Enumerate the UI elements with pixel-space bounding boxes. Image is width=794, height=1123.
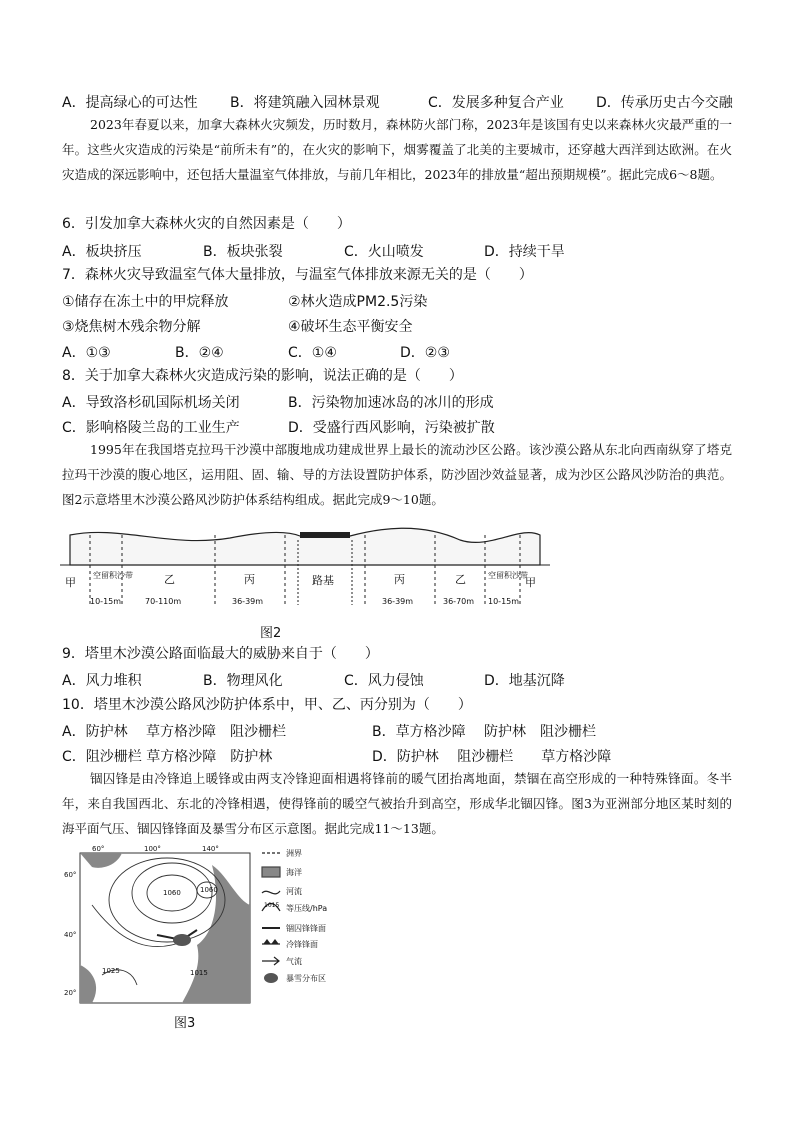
fig2-label-left-yi: 乙 bbox=[164, 573, 175, 586]
fig3-lat-60: 60° bbox=[64, 871, 77, 879]
fig2-label-left-bing: 丙 bbox=[244, 573, 255, 586]
legend-isobar: 等压线/hPa bbox=[286, 904, 328, 913]
passage-forest-fire: 2023年春夏以来，加拿大森林火灾频发，历时数月，森林防火部门称，2023年是该国有史以来森林火灾最严重的一年。这些火灾造成的污染是“前所未有”的，在火灾的影响下，烟雾覆盖了北美的主要城市，还穿越大西洋到达欧洲。在火灾造成的深远影响中，还包括大量温室气体排放，与前几年相比，2023年的排放量“超出预期规模”。据此完成6～8题。 bbox=[62, 117, 732, 182]
fig3-isobar-1060-b: 1060 bbox=[200, 886, 218, 894]
fig2-label-road: 路基 bbox=[312, 574, 334, 587]
q5-option-a: A．提高绿心的可达性 bbox=[62, 95, 198, 111]
q6-option-b: B．板块张裂 bbox=[203, 244, 283, 260]
q6-option-a: A．板块挤压 bbox=[62, 244, 142, 260]
q9-option-a: A．风力堆积 bbox=[62, 673, 142, 689]
q10-option-c: C．阻沙栅栏 草方格沙障 防护林 bbox=[62, 749, 273, 765]
fig3-lon-60: 60° bbox=[92, 845, 105, 853]
fig2-label-right-yi: 乙 bbox=[455, 573, 466, 586]
fig2-label-right-buffer: 空留积沙带 bbox=[488, 571, 528, 580]
q5-option-b: B．将建筑融入园林景观 bbox=[230, 95, 380, 111]
legend-airflow: 气流 bbox=[286, 957, 302, 966]
fig2-label-left-buffer: 空留积沙带 bbox=[93, 571, 133, 580]
fig2-width-left-bing: 36-39m bbox=[232, 597, 264, 606]
q10-option-a: A．防护林 草方格沙障 阻沙栅栏 bbox=[62, 724, 287, 740]
fig2-width-left-buffer: 10-15m bbox=[90, 597, 122, 606]
q7-option-d: D．②③ bbox=[400, 345, 450, 361]
q5-option-c: C．发展多种复合产业 bbox=[428, 95, 564, 111]
fig2-caption: 图2 bbox=[260, 626, 282, 641]
legend-cold-front: 冷锋锋面 bbox=[286, 940, 318, 949]
q9-option-d: D．地基沉降 bbox=[484, 673, 565, 689]
q5-option-d: D．传承历史古今交融 bbox=[596, 95, 733, 111]
q10-option-b: B．草方格沙障 防护林 阻沙栅栏 bbox=[372, 724, 597, 740]
fig2-label-left-jia: 甲 bbox=[65, 576, 76, 589]
q10-stem: 10．塔里木沙漠公路风沙防护体系中，甲、乙、丙分别为（ ） bbox=[62, 697, 472, 713]
q8-option-c: C．影响格陵兰岛的工业生产 bbox=[62, 420, 240, 436]
q8-stem: 8．关于加拿大森林火灾造成污染的影响，说法正确的是（ ） bbox=[62, 368, 463, 384]
figure-3-asia-map bbox=[62, 845, 252, 1005]
passage-desert-road: 1995年在我国塔克拉玛干沙漠中部腹地成功建成世界上最长的流动沙区公路。该沙漠公路从东北向西南纵穿了塔克拉玛干沙漠的腹心地区，运用阻、固、输、导的方法设置防护体系，防沙固沙效益显著，成为沙区公路风沙防治的典范。图2示意塔里木沙漠公路风沙防护体系结构组成。据此完成9～10题。 bbox=[62, 442, 732, 507]
q8-option-b: B．污染物加速冰岛的冰川的形成 bbox=[288, 395, 494, 411]
q6-option-c: C．火山喷发 bbox=[344, 244, 424, 260]
legend-boundary: 洲界 bbox=[286, 849, 302, 858]
legend-river: 河流 bbox=[286, 887, 302, 896]
q9-option-c: C．风力侵蚀 bbox=[344, 673, 424, 689]
fig3-lon-140: 140° bbox=[202, 845, 219, 853]
q10-option-d: D．防护林 阻沙栅栏 草方格沙障 bbox=[372, 749, 612, 765]
q7-item-2: ②林火造成PM2.5污染 bbox=[288, 294, 428, 310]
q6-option-d: D．持续干旱 bbox=[484, 244, 565, 260]
passage-occluded-front: 锢囚锋是由冷锋追上暖锋或由两支冷锋迎面相遇将锋前的暖气团抬离地面，禁锢在高空形成的一种特殊锋面。冬半年，来自我国西北、东北的冷锋相遇，使得锋前的暖空气被抬升到高空，形成华北锢囚锋。图3为亚洲部分地区某时刻的海平面气压、锢囚锋锋面及暴雪分布区示意图。据此完成11～13题。 bbox=[62, 771, 732, 836]
q7-option-a: A．①③ bbox=[62, 345, 111, 361]
q9-stem: 9．塔里木沙漠公路面临最大的威胁来自于（ ） bbox=[62, 646, 379, 662]
legend-ocean: 海洋 bbox=[286, 868, 302, 877]
q7-option-c: C．①④ bbox=[288, 345, 337, 361]
q6-stem: 6．引发加拿大森林火灾的自然因素是（ ） bbox=[62, 216, 351, 232]
fig2-label-right-bing: 丙 bbox=[394, 573, 405, 586]
q7-option-b: B．②④ bbox=[175, 345, 224, 361]
figure-2-sand-protection bbox=[60, 520, 550, 620]
q7-item-4: ④破坏生态平衡安全 bbox=[288, 319, 413, 335]
q7-item-1: ①储存在冻土中的甲烷释放 bbox=[62, 294, 229, 310]
fig2-width-right-yi: 36-70m bbox=[443, 597, 475, 606]
fig2-width-right-buffer: 10-15m bbox=[488, 597, 520, 606]
fig2-label-right-jia: 甲 bbox=[525, 576, 536, 589]
q8-option-a: A．导致洛杉矶国际机场关闭 bbox=[62, 395, 240, 411]
q7-stem: 7．森林火灾导致温室气体大量排放，与温室气体排放来源无关的是（ ） bbox=[62, 267, 533, 283]
fig3-isobar-1025: 1025 bbox=[102, 967, 120, 975]
q8-option-d: D．受盛行西风影响，污染被扩散 bbox=[288, 420, 495, 436]
q7-item-3: ③烧焦树木残余物分解 bbox=[62, 319, 201, 335]
fig3-isobar-1015: 1015 bbox=[190, 969, 208, 977]
fig2-width-right-bing: 36-39m bbox=[382, 597, 414, 606]
fig3-lat-20: 20° bbox=[64, 989, 77, 997]
legend-blizzard-area: 暴雪分布区 bbox=[286, 974, 326, 983]
fig3-lon-100: 100° bbox=[144, 845, 161, 853]
fig3-legend-sample: 1015 bbox=[264, 902, 280, 909]
fig3-caption: 图3 bbox=[174, 1016, 196, 1031]
fig2-width-left-yi: 70-110m bbox=[145, 597, 182, 606]
fig3-lat-40: 40° bbox=[64, 931, 77, 939]
figure-3-legend bbox=[260, 845, 370, 1000]
legend-occluded-front: 锢囚锋锋面 bbox=[286, 924, 326, 933]
q9-option-b: B．物理风化 bbox=[203, 673, 283, 689]
fig3-isobar-1060-a: 1060 bbox=[163, 889, 181, 897]
